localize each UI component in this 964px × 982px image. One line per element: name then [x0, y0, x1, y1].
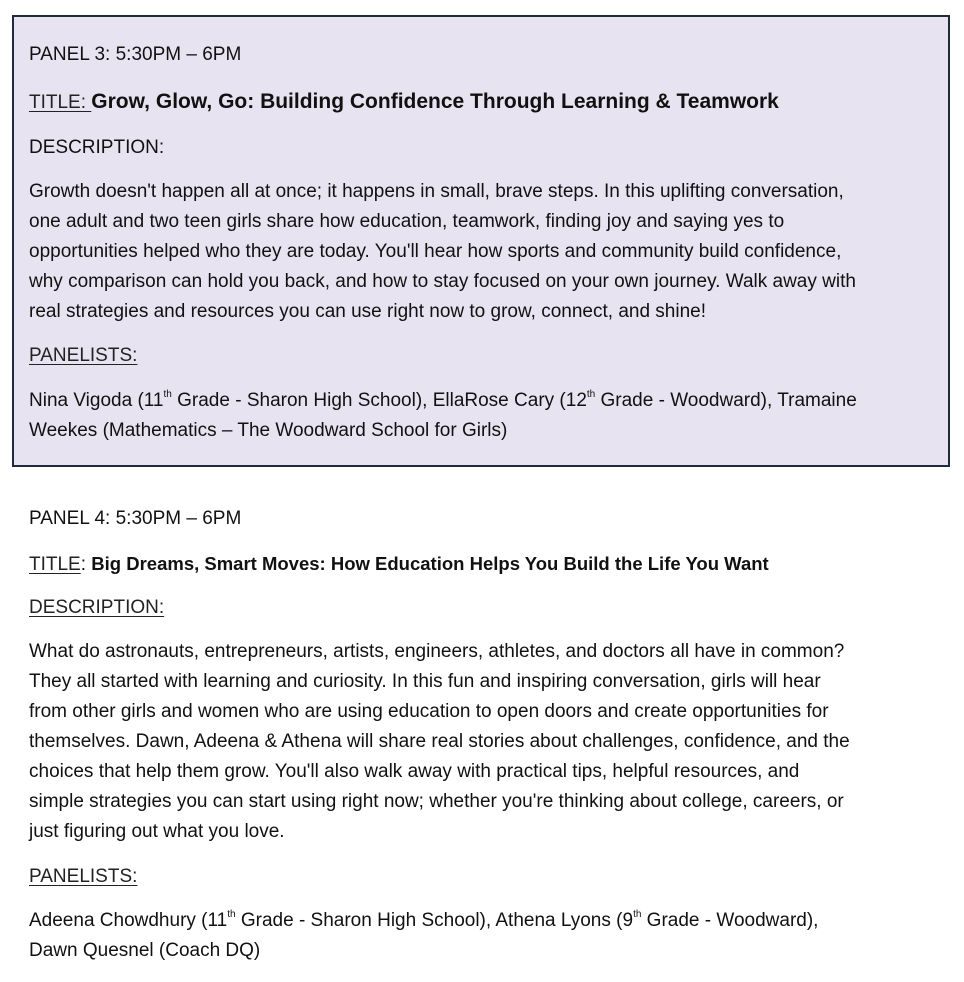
ordinal-suffix: th	[227, 909, 236, 920]
panelist-text: Grade - Sharon High School), EllaRose Cary (12	[171, 390, 587, 411]
description-line: Growth doesn't happen all at once; it happens in small, brave steps. In this uplifting conversation,	[29, 181, 844, 202]
panelist-text: Nina Vigoda (11	[29, 390, 164, 411]
ordinal-suffix: th	[163, 389, 172, 400]
panelist-text: Grade - Woodward), Tramaine	[595, 390, 857, 411]
description-line: just figuring out what you love.	[29, 821, 285, 842]
title-label: TITLE	[29, 554, 81, 575]
ordinal-suffix: th	[633, 909, 642, 920]
ordinal-suffix: th	[586, 389, 596, 400]
panel-4-heading: PANEL 4: 5:30PM – 6PM	[29, 508, 242, 529]
description-label: DESCRIPTION:	[29, 597, 165, 618]
panelist-text: Grade - Sharon High School), Athena Lyons (9	[235, 910, 634, 931]
panelists-line: Weekes (Mathematics – The Woodward School for Girls)	[29, 420, 508, 441]
panelists-line: Dawn Quesnel (Coach DQ)	[29, 940, 261, 961]
description-line: themselves. Dawn, Adeena & Athena will share real stories about challenges, confidence, and the	[29, 731, 850, 752]
description-line: choices that help them grow. You'll also walk away with practical tips, helpful resources, and	[29, 761, 800, 782]
panel-4-title-line	[29, 549, 769, 580]
title-label: TITLE:	[29, 92, 92, 113]
panel-3-title: Grow, Glow, Go: Building Confidence Through Learning & Teamwork	[91, 90, 779, 113]
panelists-label: PANELISTS:	[29, 345, 138, 366]
description-line: one adult and two teen girls share how education, teamwork, finding joy and saying yes to	[29, 211, 785, 232]
description-line: What do astronauts, entrepreneurs, artists, engineers, athletes, and doctors all have in common?	[29, 641, 845, 662]
description-line: They all started with learning and curiosity. In this fun and inspiring conversation, girls will hear	[29, 671, 821, 692]
panel-3-title-line	[29, 87, 779, 118]
panelists-label: PANELISTS:	[29, 866, 138, 887]
panel-4-title: Big Dreams, Smart Moves: How Education Helps You Build the Life You Want	[91, 553, 769, 574]
description-line: from other girls and women who are using education to open doors and create opportunities for	[29, 701, 829, 722]
panelist-text: Grade - Woodward),	[641, 910, 819, 931]
panelists-line	[29, 906, 818, 936]
description-label: DESCRIPTION:	[29, 137, 165, 158]
description-line: simple strategies you can start using right now; whether you're thinking about college, careers, or	[29, 791, 844, 812]
panelists-line	[29, 386, 857, 416]
title-separator: :	[80, 554, 92, 575]
description-line: why comparison can hold you back, and how to stay focused on your own journey. Walk away with	[29, 271, 856, 292]
description-line: real strategies and resources you can use right now to grow, connect, and shine!	[29, 301, 707, 322]
panelist-text: Adeena Chowdhury (11	[29, 910, 228, 931]
description-line: opportunities helped who they are today. You'll hear how sports and community build confidence,	[29, 241, 842, 262]
panel-3-heading: PANEL 3: 5:30PM – 6PM	[29, 44, 242, 65]
